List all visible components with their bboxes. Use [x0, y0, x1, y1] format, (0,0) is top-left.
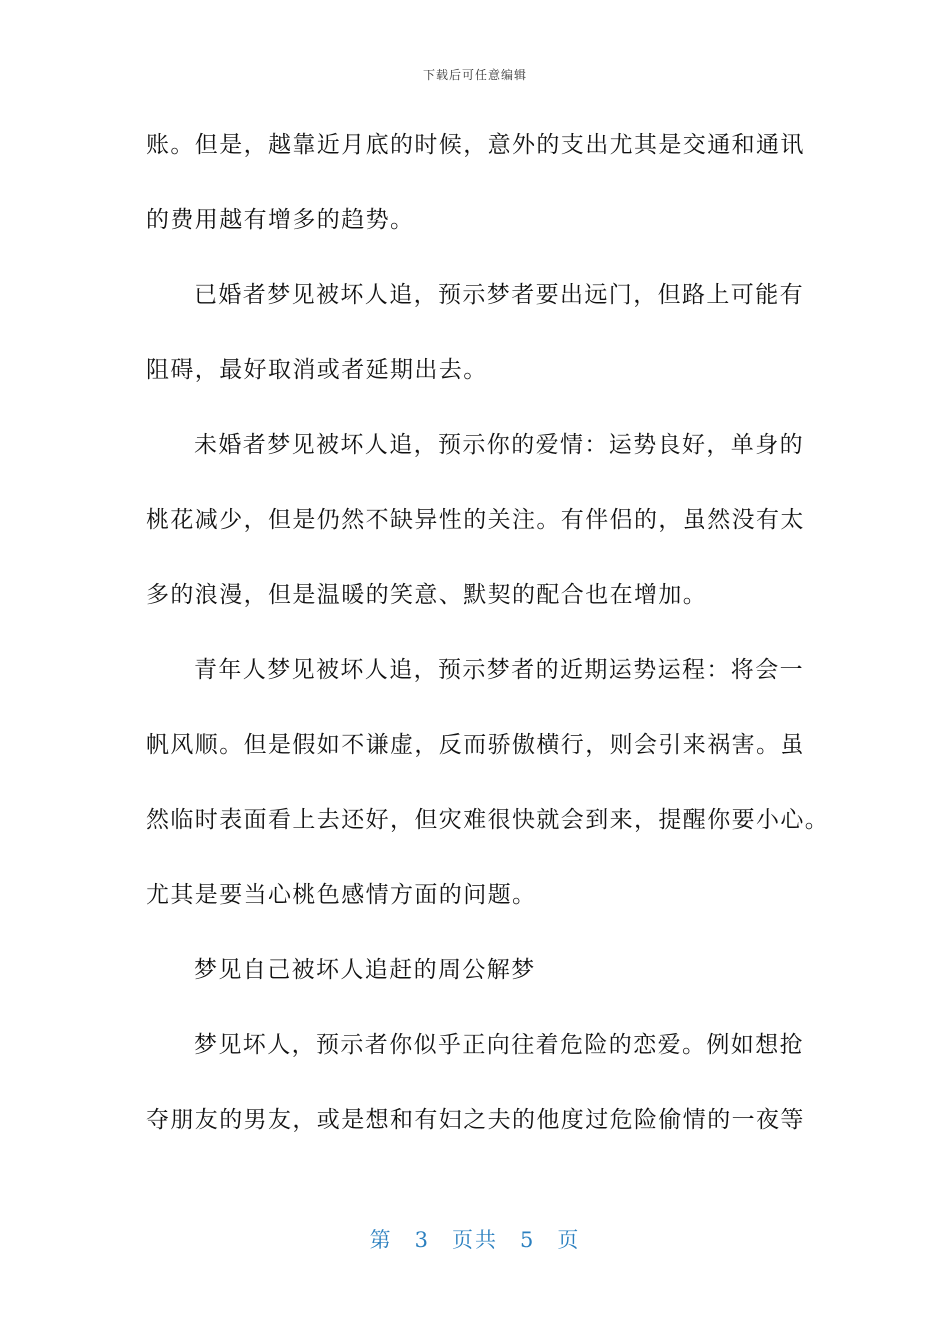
- text-line: 阻碍，最好取消或者延期出去。: [146, 357, 488, 383]
- text-line: 夺朋友的男友，或是想和有妇之夫的他度过危险偷情的一夜等: [146, 1107, 805, 1133]
- paragraph-start: 未婚者梦见被坏人追，预示你的爱情：运势良好，单身的: [194, 432, 804, 458]
- footer-suffix: 页: [557, 1228, 581, 1252]
- text-line: 帆风顺。但是假如不谦虚，反而骄傲横行，则会引来祸害。虽: [146, 732, 805, 758]
- paragraph-start: 青年人梦见被坏人追，预示梦者的近期运势运程：将会一: [194, 657, 804, 683]
- text-line: 的费用越有增多的趋势。: [146, 207, 415, 233]
- header-note: 下载后可任意编辑: [422, 68, 527, 82]
- footer-current-page: 3: [414, 1228, 430, 1252]
- footer-middle: 页共: [452, 1228, 498, 1252]
- footer-prefix: 第: [369, 1228, 393, 1252]
- footer-total-pages: 5: [520, 1228, 536, 1252]
- section-heading: 梦见自己被坏人追赶的周公解梦: [194, 957, 536, 983]
- text-line: 多的浪漫，但是温暖的笑意、默契的配合也在增加。: [146, 582, 708, 608]
- paragraph-start: 已婚者梦见被坏人追，预示梦者要出远门，但路上可能有: [194, 282, 804, 308]
- page-number-footer: [0, 1224, 950, 1254]
- text-line: 账。但是，越靠近月底的时候，意外的支出尤其是交通和通讯: [146, 132, 805, 158]
- paragraph-start: 梦见坏人，预示者你似乎正向往着危险的恋爱。例如想抢: [194, 1032, 804, 1058]
- text-line: 桃花减少，但是仍然不缺异性的关注。有伴侣的，虽然没有太: [146, 507, 805, 533]
- text-line: 尤其是要当心桃色感情方面的问题。: [146, 882, 537, 908]
- text-line: 然临时表面看上去还好，但灾难很快就会到来，提醒你要小心。: [146, 807, 830, 833]
